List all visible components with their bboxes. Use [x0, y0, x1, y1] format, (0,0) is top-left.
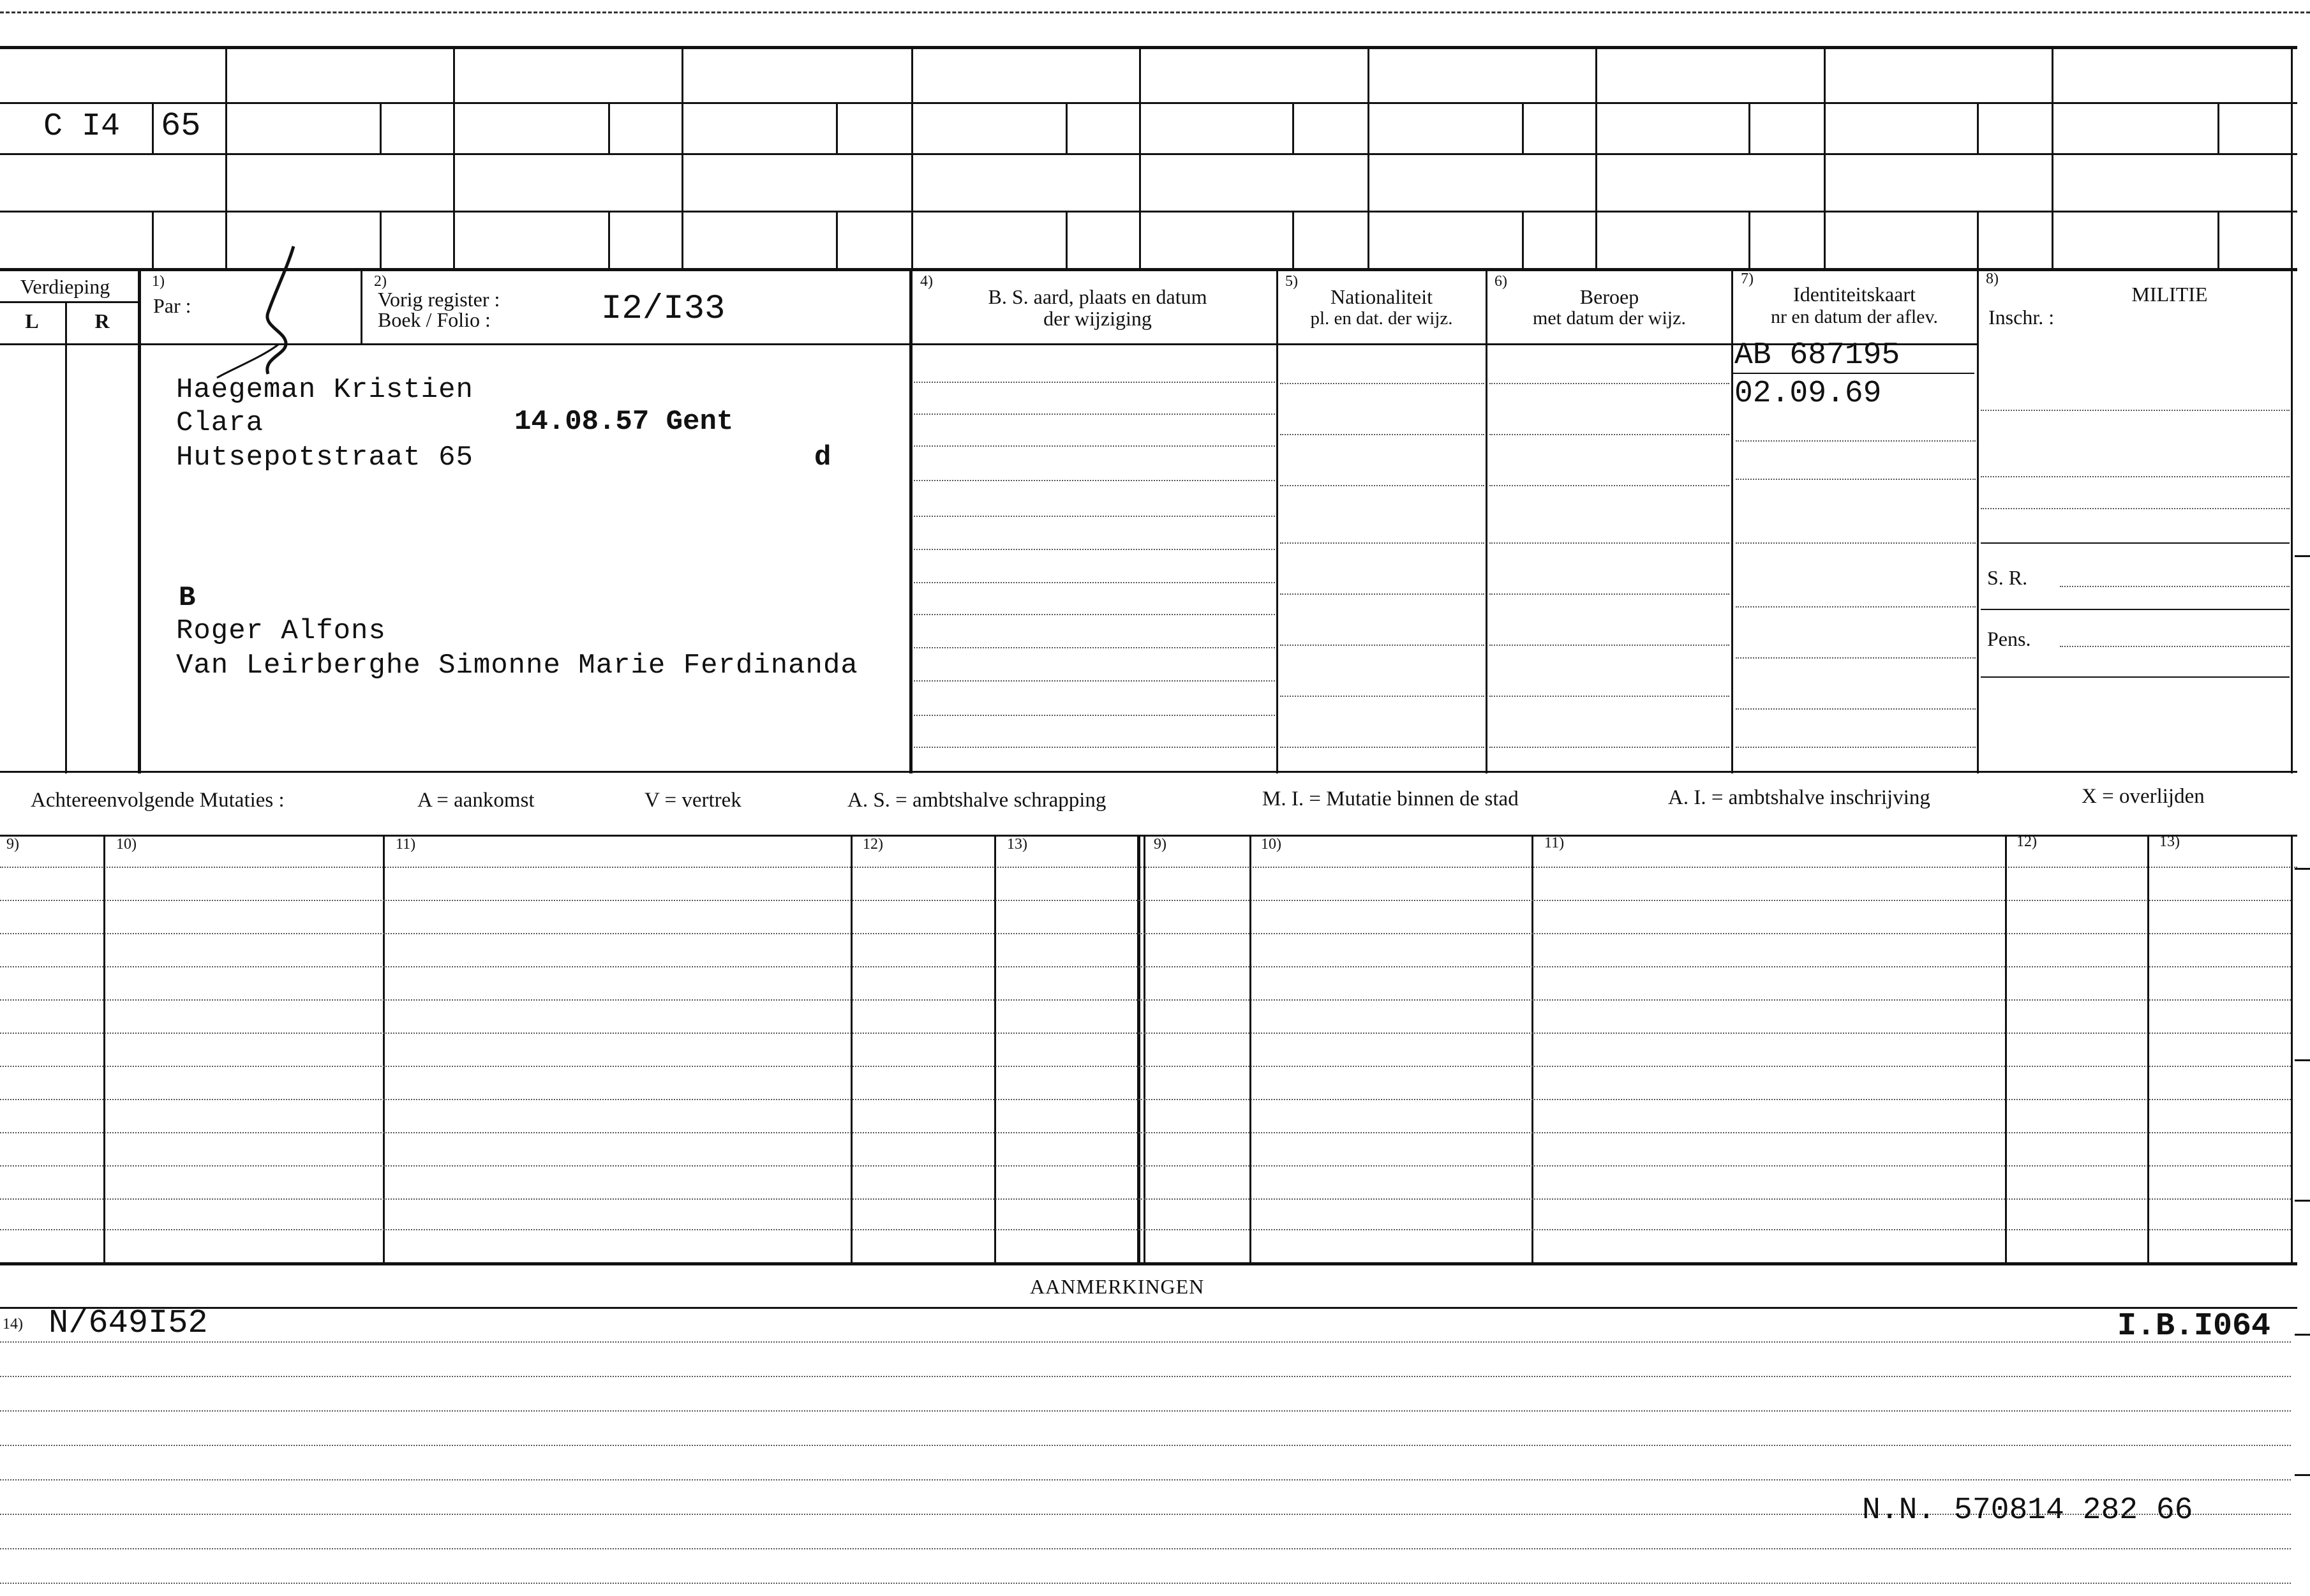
grid-line [909, 268, 913, 773]
id-number: 7) [1741, 271, 1754, 287]
edge-tick [2295, 1059, 2310, 1061]
ruled-line [0, 1198, 2291, 1200]
edge-tick [2295, 868, 2310, 870]
grid-line [380, 211, 382, 268]
bs-number: 4) [920, 273, 933, 290]
grid-line [65, 301, 67, 773]
grid-line [1748, 211, 1750, 268]
grid-line [361, 268, 362, 343]
ruled-line [1733, 373, 1974, 374]
ruled-line [1280, 542, 1484, 544]
ruled-line [1280, 485, 1484, 486]
grid-line [0, 153, 2297, 155]
grid-line [682, 46, 683, 269]
person-second-name: Clara [176, 407, 264, 439]
grid-line [1367, 46, 1369, 269]
mut-col-13: 13) [1007, 836, 1027, 853]
col-l-label: L [25, 310, 39, 332]
grid-line [0, 301, 139, 303]
grid-line [1292, 211, 1294, 268]
identiteitskaart-line2: nr en datum der aflev. [1770, 306, 1939, 327]
grid-line [1731, 268, 1733, 773]
ruled-line [1280, 434, 1484, 435]
register-code: C I4 [43, 108, 121, 145]
grid-line [0, 102, 2297, 104]
ruled-line [1489, 434, 1729, 435]
grid-line [1276, 268, 1278, 773]
grid-line [2217, 102, 2219, 153]
ruled-line [1489, 747, 1729, 748]
ruled-line [914, 747, 1275, 748]
ruled-line [0, 933, 2291, 934]
ruled-line [0, 999, 2291, 1001]
person-b-label: B [179, 582, 196, 614]
verdieping-label: Verdieping [20, 275, 110, 298]
ruled-line [1489, 383, 1729, 384]
ruled-line [0, 1445, 2291, 1446]
bs-label-line1: B. S. aard, plaats en datum [988, 285, 1207, 308]
edge-tick [2295, 555, 2310, 557]
ruled-line [914, 715, 1275, 716]
person-father: Roger Alfons [176, 615, 386, 647]
ruled-line [914, 445, 1275, 447]
ruled-line [1736, 440, 1976, 442]
ruled-line [914, 516, 1275, 517]
grid-line [2217, 211, 2219, 268]
ruled-line [1489, 696, 1729, 697]
grid-line [0, 835, 2297, 837]
par-number: 1) [152, 273, 165, 290]
ruled-line [1489, 593, 1729, 595]
ruled-line [0, 867, 2297, 868]
ruled-line [0, 1066, 2291, 1067]
ruled-line [1981, 542, 2290, 544]
ruled-line [1489, 645, 1729, 646]
remarks-number: 14) [3, 1316, 23, 1332]
col-r-label: R [94, 310, 110, 332]
grid-line [1977, 211, 1979, 268]
ruled-line [0, 1548, 2291, 1549]
bs-label-line2: der wijziging [1043, 307, 1152, 330]
mut-col-9: 9) [6, 836, 19, 853]
person-mother: Van Leirberghe Simonne Marie Ferdinanda [176, 650, 858, 682]
grid-line [0, 268, 2297, 271]
grid-line [225, 46, 227, 269]
ruled-line [914, 647, 1275, 648]
ruled-line [0, 1410, 2291, 1412]
mut-col-11: 11) [396, 836, 416, 853]
person-birth: 14.08.57 Gent [514, 406, 734, 438]
grid-line [0, 211, 2297, 213]
ruled-line [914, 480, 1275, 481]
ruled-line [0, 1341, 2291, 1343]
mut-col-10: 10) [116, 836, 137, 853]
national-number: N.N. 570814 282 66 [1862, 1493, 2193, 1528]
legend-vertrek: V = vertrek [645, 789, 741, 812]
par-label: Par : [153, 294, 191, 317]
militie-pens-label: Pens. [1987, 627, 2031, 650]
grid-line [1139, 46, 1141, 269]
ruled-line [1489, 485, 1729, 486]
ruled-line [914, 549, 1275, 550]
grid-line [1977, 102, 1979, 153]
ruled-line [0, 1479, 2291, 1480]
mutations-title: Achtereenvolgende Mutaties : [31, 789, 285, 812]
ruled-line [0, 1033, 2291, 1034]
ruled-line [2060, 646, 2290, 647]
ruled-line [1280, 593, 1484, 595]
legend-inschrijving: A. I. = ambtshalve inschrijving [1668, 786, 1930, 809]
grid-line [2291, 46, 2293, 269]
grid-line [1748, 102, 1750, 153]
legend-schrapping: A. S. = ambtshalve schrapping [847, 789, 1107, 812]
id-card-number: AB 687195 [1734, 338, 1900, 373]
grid-line [1292, 102, 1294, 153]
militie-inschr-label: Inschr. : [1988, 306, 2055, 329]
edge-tick [2295, 1200, 2310, 1202]
ruled-line [0, 1583, 2291, 1584]
person-mark: d [814, 442, 831, 474]
nationaliteit-line1: Nationaliteit [1330, 285, 1433, 308]
ruled-line [0, 1165, 2291, 1167]
grid-line [1066, 211, 1068, 268]
person-name: Haegeman Kristien [176, 374, 473, 406]
mut-col-10b: 10) [1261, 836, 1281, 853]
grid-line [608, 211, 610, 268]
register-number: 65 [161, 107, 201, 145]
vorig-register-value: I2/I33 [601, 290, 726, 329]
ruled-line [1981, 676, 2290, 678]
grid-line [1522, 102, 1524, 153]
remarks-ib: I.B.I064 [2117, 1308, 2271, 1345]
grid-line [2291, 268, 2293, 773]
grid-line [1977, 268, 1979, 773]
grid-line [1824, 46, 1826, 269]
grid-line [836, 102, 838, 153]
boek-folio-label: Boek / Folio : [378, 308, 491, 331]
mut-col-11b: 11) [1544, 835, 1565, 851]
grid-line [608, 102, 610, 153]
grid-line [0, 46, 2297, 49]
nationaliteit-line2: pl. en dat. der wijz. [1310, 308, 1453, 329]
edge-tick [2295, 1334, 2310, 1336]
nat-number: 5) [1285, 273, 1298, 290]
vorig-register-label: Vorig register : [378, 288, 500, 311]
grid-line [2291, 835, 2293, 1264]
ruled-line [914, 414, 1275, 415]
grid-line [1595, 46, 1597, 269]
grid-line [0, 1307, 2297, 1309]
ruled-line [0, 966, 2291, 967]
edge-tick [2295, 1474, 2310, 1476]
legend-overlijden: X = overlijden [2082, 785, 2205, 808]
ruled-line [1280, 645, 1484, 646]
ruled-line [0, 1132, 2291, 1133]
grid-line [152, 211, 154, 268]
ruled-line [1981, 609, 2290, 610]
ruled-line [1981, 508, 2290, 509]
ruled-line [1736, 479, 1976, 480]
ruled-line [1280, 696, 1484, 697]
remarks-title: AANMERKINGEN [1030, 1275, 1205, 1298]
legend-mutatie: M. I. = Mutatie binnen de stad [1262, 787, 1519, 810]
grid-line [453, 46, 455, 269]
grid-line [911, 46, 913, 269]
ruled-line [914, 680, 1275, 682]
person-address: Hutsepotstraat 65 [176, 442, 473, 474]
beroep-line1: Beroep [1579, 285, 1639, 308]
legend-aankomst: A = aankomst [417, 789, 535, 812]
ruled-line [0, 900, 2291, 901]
identiteitskaart-line1: Identiteitskaart [1793, 283, 1916, 306]
militie-sr-label: S. R. [1987, 566, 2028, 589]
ruled-line [1489, 542, 1729, 544]
remarks-ref: N/649I52 [48, 1304, 208, 1342]
militie-title: MILITIE [2131, 283, 2208, 306]
grid-line [0, 1262, 2297, 1265]
grid-line [138, 268, 141, 773]
mut-col-12: 12) [863, 836, 883, 853]
ruled-line [1736, 657, 1976, 659]
ruled-line [2060, 586, 2290, 587]
ruled-line [0, 1376, 2291, 1377]
grid-line [1522, 211, 1524, 268]
vorig-number: 2) [374, 273, 387, 290]
ruled-line [1280, 383, 1484, 384]
militie-number: 8) [1986, 271, 1999, 287]
grid-line [380, 102, 382, 153]
ruled-line [1981, 476, 2290, 477]
ruled-line [1736, 708, 1976, 710]
grid-line [2052, 46, 2053, 269]
grid-line [152, 102, 154, 153]
grid-line [1486, 268, 1487, 773]
ruled-line [914, 582, 1275, 583]
ruled-line [1736, 747, 1976, 748]
beroep-line2: met datum der wijz. [1533, 308, 1686, 329]
ruled-line [0, 1229, 2291, 1230]
grid-line [836, 211, 838, 268]
id-card-date: 02.09.69 [1734, 377, 1882, 411]
ruled-line [1981, 410, 2290, 411]
handwritten-mark [191, 242, 319, 396]
mut-col-9b: 9) [1154, 836, 1166, 853]
grid-line [1066, 102, 1068, 153]
mut-col-13b: 13) [2159, 833, 2180, 850]
ruled-line [1736, 542, 1976, 544]
ruled-line [1736, 606, 1976, 608]
grid-line [0, 771, 2297, 773]
ruled-line [914, 382, 1275, 383]
ruled-line [914, 614, 1275, 615]
mut-col-12b: 12) [2016, 833, 2037, 850]
ruled-line [0, 1099, 2291, 1100]
ruled-line [1280, 747, 1484, 748]
top-edge [0, 11, 2310, 13]
beroep-number: 6) [1494, 273, 1507, 290]
